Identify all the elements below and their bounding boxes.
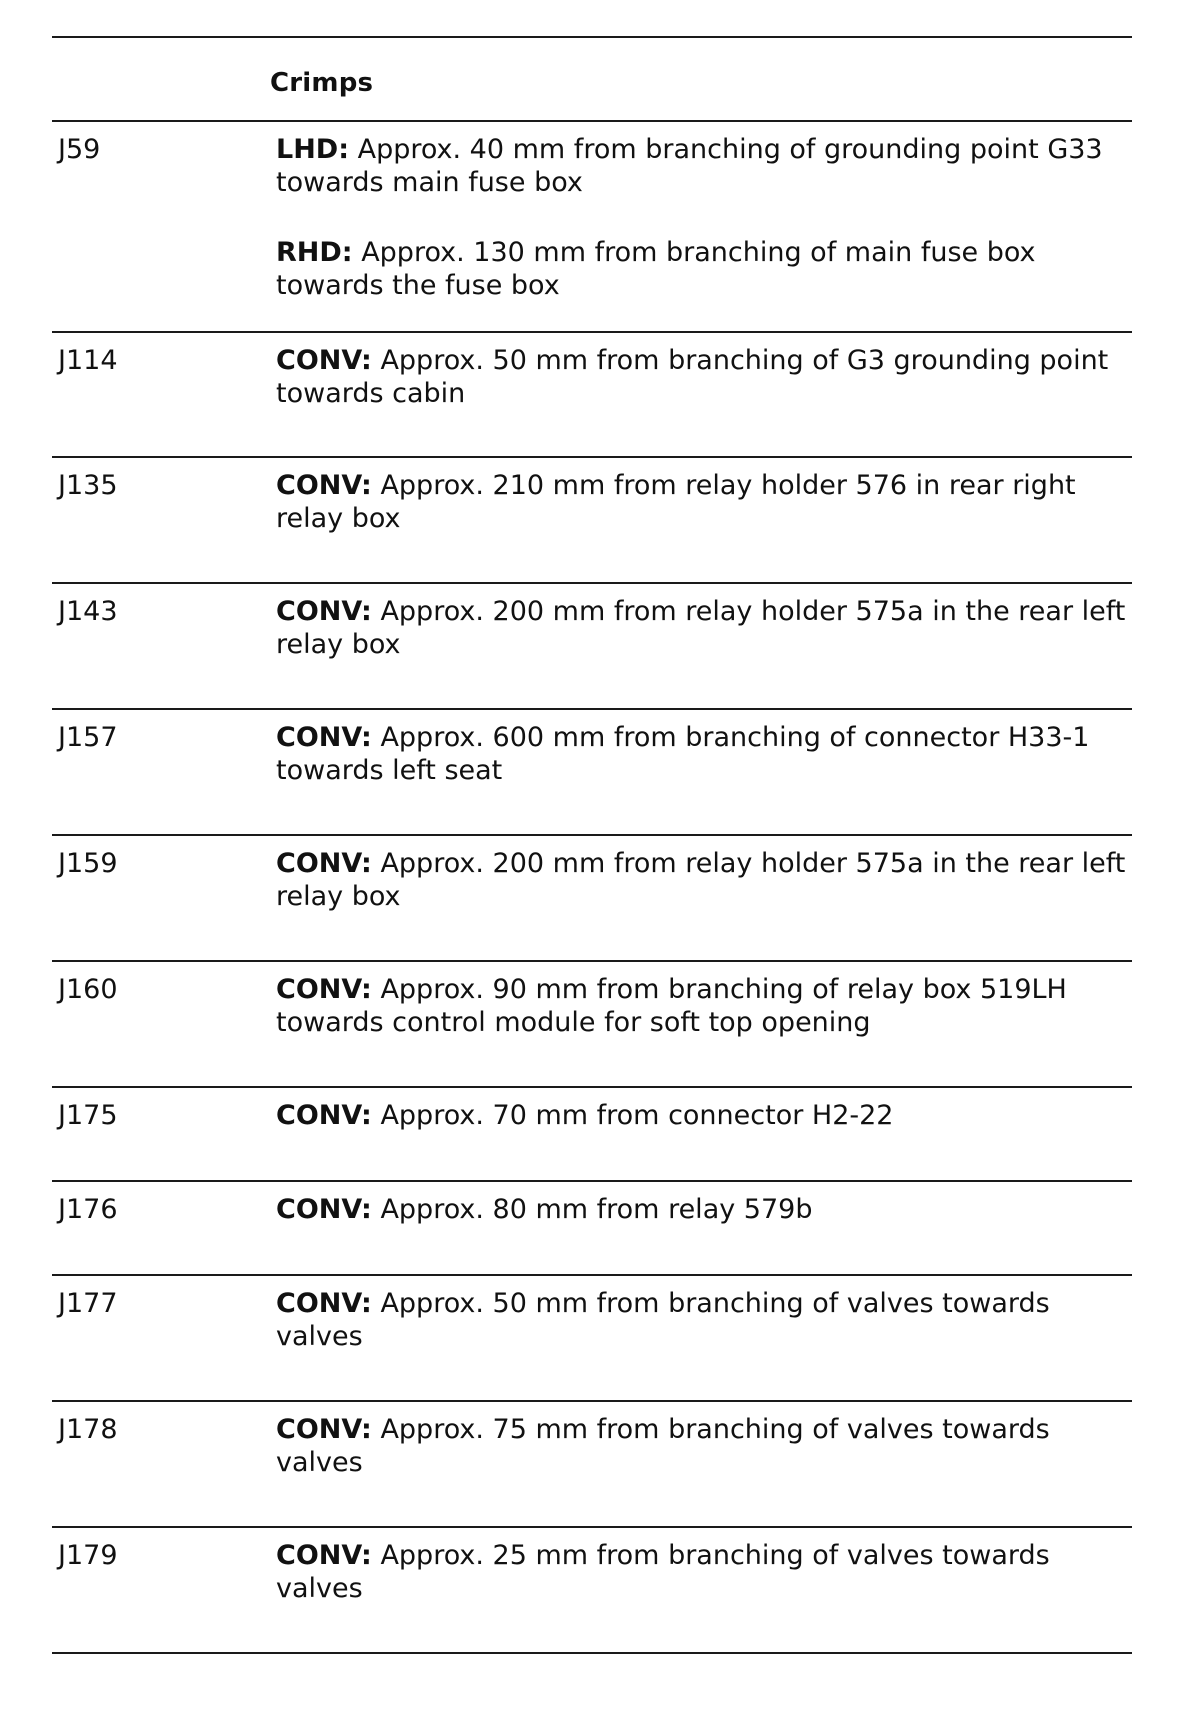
row-description [276, 122, 1132, 302]
variant-keyword: CONV: [276, 974, 372, 1005]
row-id: J175 [58, 1100, 118, 1131]
row-id: J159 [58, 848, 118, 879]
description-paragraph [276, 1099, 1132, 1132]
variant-keyword: CONV: [276, 722, 372, 753]
row-description [276, 333, 1132, 410]
row-description [276, 710, 1132, 787]
table-row [52, 1182, 1132, 1274]
row-id: J135 [58, 470, 118, 501]
variant-keyword: CONV: [276, 345, 372, 376]
variant-keyword: CONV: [276, 848, 372, 879]
variant-keyword: CONV: [276, 1414, 372, 1445]
description-paragraph [276, 133, 1132, 199]
description-text: Approx. 25 mm from branching of valves towards valves [276, 1540, 1050, 1604]
row-description [276, 1088, 1132, 1132]
table-header [52, 38, 1132, 120]
description-text: Approx. 75 mm from branching of valves towards valves [276, 1414, 1050, 1478]
row-id: J59 [58, 134, 101, 165]
description-text: Approx. 200 mm from relay holder 575a in the rear left relay box [276, 596, 1126, 660]
description-text: Approx. 70 mm from connector H2-22 [371, 1100, 894, 1131]
description-paragraph [276, 847, 1132, 913]
description-text: Approx. 50 mm from branching of G3 grounding point towards cabin [276, 345, 1109, 409]
description-paragraph [276, 1413, 1132, 1479]
description-paragraph [276, 595, 1132, 661]
variant-keyword: CONV: [276, 1288, 372, 1319]
table-row [52, 836, 1132, 960]
row-id: J178 [58, 1414, 118, 1445]
table-row [52, 122, 1132, 331]
description-text: Approx. 50 mm from branching of valves towards valves [276, 1288, 1050, 1352]
row-description [276, 962, 1132, 1039]
table-row [52, 1402, 1132, 1526]
description-text: Approx. 130 mm from branching of main fuse box towards the fuse box [276, 237, 1036, 301]
variant-keyword: CONV: [276, 596, 372, 627]
variant-keyword: CONV: [276, 470, 372, 501]
row-description [276, 458, 1132, 535]
table-row [52, 1528, 1132, 1652]
table-bottom-rule [52, 1652, 1132, 1654]
description-text: Approx. 600 mm from branching of connector H33-1 towards left seat [276, 722, 1090, 786]
row-id: J143 [58, 596, 118, 627]
row-id: J176 [58, 1194, 118, 1225]
table-row [52, 333, 1132, 456]
row-id: J114 [58, 345, 118, 376]
variant-keyword: CONV: [276, 1194, 372, 1225]
table-row [52, 710, 1132, 834]
row-description [276, 1402, 1132, 1479]
description-paragraph [276, 469, 1132, 535]
header-title: Crimps [270, 68, 374, 98]
description-paragraph [276, 1193, 1132, 1226]
row-id: J177 [58, 1288, 118, 1319]
variant-keyword: RHD: [276, 237, 353, 268]
description-text: Approx. 40 mm from branching of grounding point G33 towards main fuse box [276, 134, 1103, 198]
description-text: Approx. 200 mm from relay holder 575a in the rear left relay box [276, 848, 1126, 912]
description-paragraph [276, 721, 1132, 787]
description-text: Approx. 90 mm from branching of relay box 519LH towards control module for soft top opening [276, 974, 1067, 1038]
table-row [52, 458, 1132, 582]
variant-keyword: CONV: [276, 1540, 372, 1571]
row-description [276, 1182, 1132, 1226]
row-description [276, 584, 1132, 661]
table-row [52, 1088, 1132, 1180]
table-row [52, 1276, 1132, 1400]
row-id: J160 [58, 974, 118, 1005]
description-text: Approx. 210 mm from relay holder 576 in rear right relay box [276, 470, 1076, 534]
crimps-table [52, 36, 1132, 1654]
row-id: J157 [58, 722, 118, 753]
variant-keyword: CONV: [276, 1100, 372, 1131]
row-description [276, 1276, 1132, 1353]
description-paragraph [276, 1287, 1132, 1353]
description-paragraph [276, 236, 1132, 302]
description-paragraph [276, 344, 1132, 410]
table-row [52, 962, 1132, 1086]
variant-keyword: LHD: [276, 134, 350, 165]
row-description [276, 836, 1132, 913]
description-text: Approx. 80 mm from relay 579b [371, 1194, 813, 1225]
description-paragraph [276, 1539, 1132, 1605]
table-row [52, 584, 1132, 708]
row-description [276, 1528, 1132, 1605]
row-id: J179 [58, 1540, 118, 1571]
description-paragraph [276, 973, 1132, 1039]
